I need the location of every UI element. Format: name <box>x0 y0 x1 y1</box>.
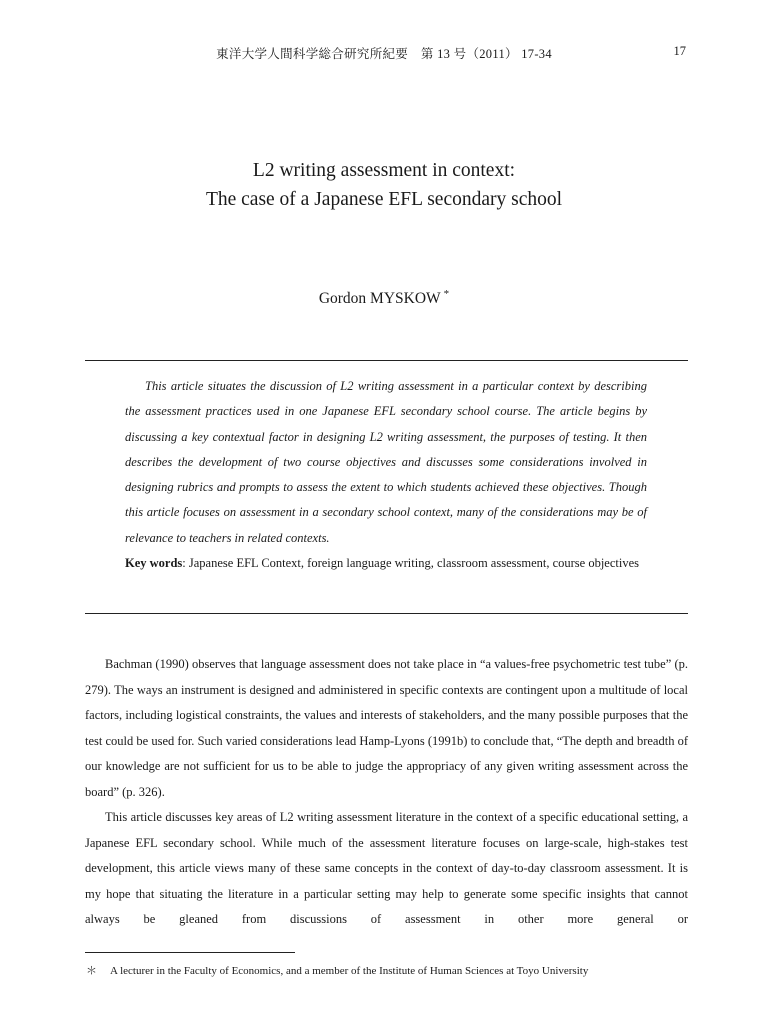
body-paragraph-1: Bachman (1990) observes that language assessment does not take place in “a values-free psychometric test tube” (p. 279). The ways an instrument is designed and administered in specific contexts are contingent upon a multitude of local factors, including logistical constraints, the values and interests of stakeholders, and the many possible purposes that the test could be used for. Such varied considerations lead Hamp-Lyons (1991b) to conclude that, “The depth and breadth of our knowledge are not sufficient for us to be able to judge the appropriacy of any given writing assessment across the board” (p. 326). <box>85 657 688 799</box>
title-line-2: The case of a Japanese EFL secondary school <box>205 189 563 210</box>
body-text <box>85 652 688 933</box>
keywords-list: : Japanese EFL Context, foreign language writing, classroom assessment, course objectives <box>182 556 640 571</box>
article-title <box>0 156 768 214</box>
footnote <box>86 962 686 978</box>
keywords-label: Key words <box>125 556 183 571</box>
author-name: Gordon MYSKOW <box>318 290 441 307</box>
body-paragraph-2: This article discusses key areas of L2 writing assessment literature in the context of a specific educational setting, a Japanese EFL secondary school. While much of the assessment literature focuses on large-scale, high-stakes test development, this article views many of these same concepts in the context of day-to-day classroom assessment. It is my hope that situating the literature in a particular setting may help to generate some specific insights that cannot always be gleaned from discussions of assessment in other more general or <box>85 810 688 926</box>
footnote-marker: ＊ <box>86 965 97 977</box>
running-head: 東洋大学人間科学総合研究所紀要 第 13 号（2011） 17-34 <box>216 47 552 61</box>
author-footnote-marker: * <box>443 288 450 300</box>
abstract-text: This article situates the discussion of L2 writing assessment in a particular context by describing the assessment practices used in one Japanese EFL secondary school course. The article begins by discussing a key contextual factor in designing L2 writing assessment, the purposes of testing. It then describes the development of two course objectives and discusses some considerations involved in designing rubrics and prompts to assess the extent to which students achieved these objectives. Though this article focuses on assessment in a secondary school context, many of the considerations may be of relevance to teachers in related contexts. <box>125 379 647 545</box>
keywords <box>125 551 647 576</box>
author-line <box>0 288 768 308</box>
abstract-bottom-rule <box>85 613 688 614</box>
title-line-1: L2 writing assessment in context: <box>252 160 516 181</box>
page-number: 17 <box>673 44 686 58</box>
footnote-text: A lecturer in the Faculty of Economics, and a member of the Institute of Human Sciences at Toyo University <box>110 965 589 977</box>
abstract-top-rule <box>85 360 688 361</box>
footnote-rule <box>85 952 295 953</box>
abstract-block <box>125 374 647 576</box>
